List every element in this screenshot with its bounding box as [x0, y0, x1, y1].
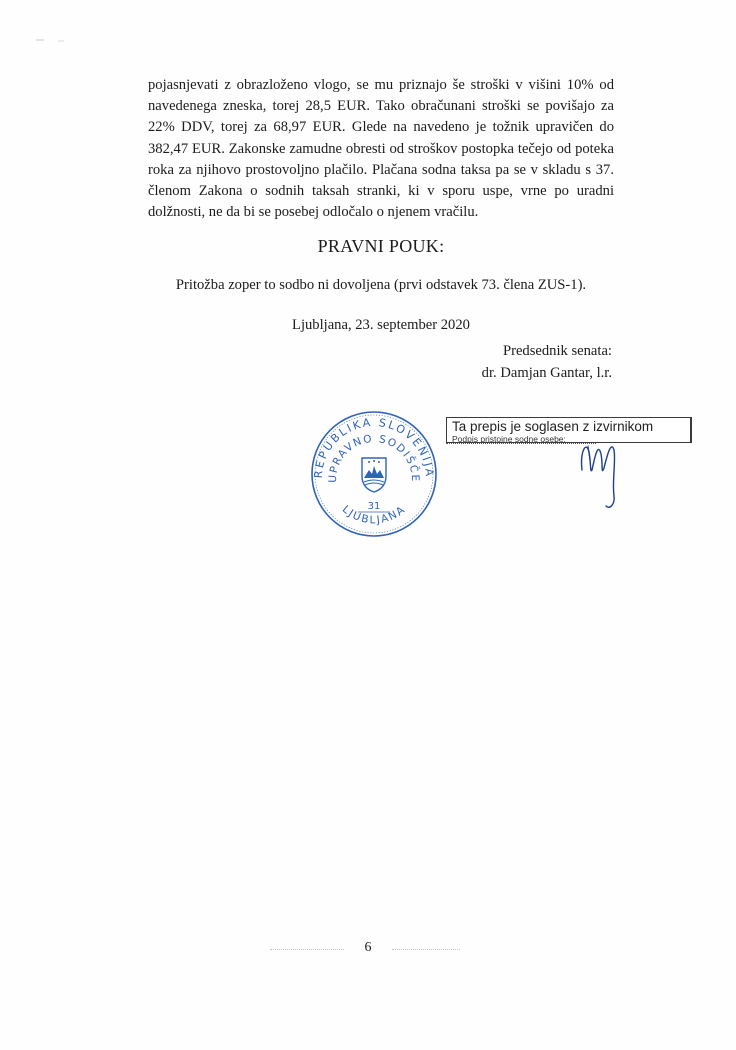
legal-instruction-heading: PRAVNI POUK:	[317, 236, 445, 256]
certification-text: Ta prepis je soglasen z izvirnikom	[452, 419, 654, 434]
seal-inner-text: UPRAVNO SODIŠČE	[326, 432, 422, 484]
handwritten-signature	[570, 430, 630, 520]
footer-rule-right	[392, 949, 460, 950]
signature-block	[482, 340, 612, 384]
place-and-date: Ljubljana, 23. september 2020	[292, 317, 470, 333]
footer-rule-left	[270, 949, 344, 950]
appeal-note: Pritožba zoper to sodbo ni dovoljena (prvi odstavek 73. člena ZUS-1).	[175, 277, 587, 293]
seal-outer-text: REPUBLIKA SLOVENIJA	[311, 415, 437, 479]
court-seal-stamp	[300, 408, 448, 540]
certification-stamp	[446, 417, 692, 443]
seal-number: 31	[367, 501, 381, 512]
reasoning-paragraph: pojasnjevati z obrazloženo vlogo, se mu priznajo še stroški v višini 10% od navedenega zneska, torej 28,5 EUR. Tako obračunani stroški se povišajo za 22% DDV, torej za 68,97 EUR. Glede na navedeno je tožnik upravičen do 382,47 EUR. Zakonske zamudne obresti od stroškov postopka tečejo od poteka roka za njihovo prostovoljno plačilo. Plačana sodna taksa pa se v skladu s 37. členom Zakona o sodnih taksah stranki, ki v sporu uspe, vrne po uradni dolžnosti, ne da bi se posebej odločalo o njenem vračilu.	[148, 77, 614, 221]
page-number: 6	[364, 940, 372, 955]
certification-signature-label: Podpis pristojne sodne osebe:	[452, 434, 566, 444]
signer-role: Predsednik senata:	[502, 343, 612, 359]
scan-artifact-mark	[36, 38, 66, 42]
coat-of-arms-icon	[362, 458, 386, 492]
seal-bottom-text: LJUBLJANA	[339, 503, 409, 527]
signer-name: dr. Damjan Gantar, l.r.	[481, 365, 612, 381]
